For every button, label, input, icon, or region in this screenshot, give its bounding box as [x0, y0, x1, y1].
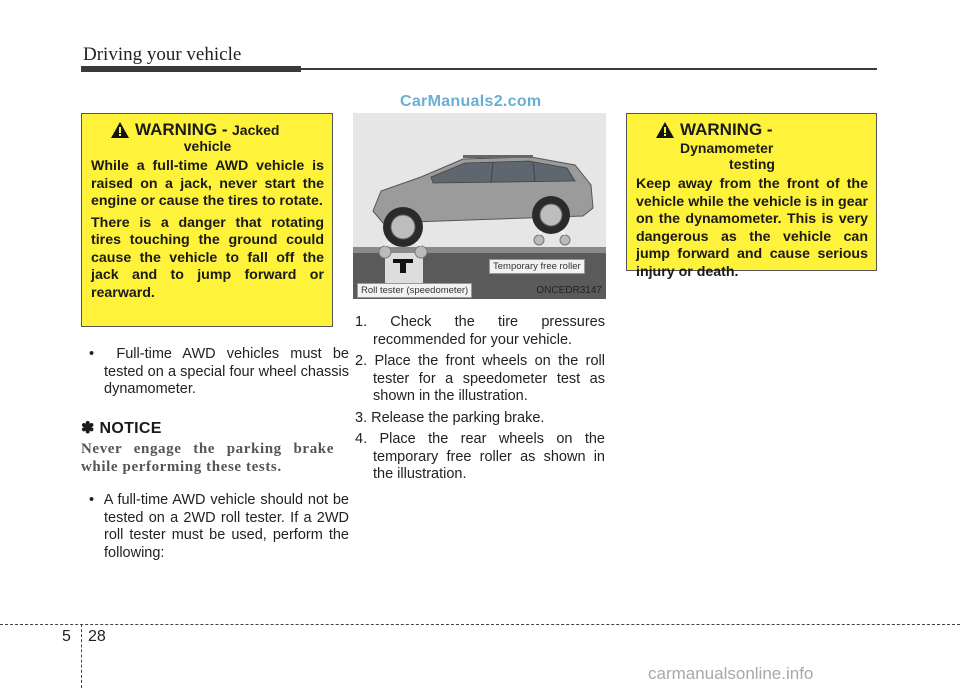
footer-divider: [81, 624, 82, 688]
warning-label: WARNING -: [135, 120, 228, 139]
warning-topic-line2-right: testing: [729, 156, 775, 172]
warning-title: [91, 120, 324, 140]
procedure-steps: [355, 314, 605, 488]
warning-topic-line1: Jacked: [232, 122, 280, 138]
warning-box-jacked-vehicle: [81, 113, 333, 327]
warning-paragraph-2: There is a danger that rotating tires touching the ground could cause the vehicle to fall off the jack and to jump forward or rearward.: [91, 214, 324, 301]
bullet-2wd-roll-tester: • A full-time AWD vehicle should not be tested on a 2WD roll tester. If a 2WD roll tester must be used, perform the following:: [89, 492, 349, 561]
warning-paragraph-1: While a full-time AWD vehicle is raised on a jack, never start the engine or cause the tires to rotate.: [91, 158, 324, 209]
step-2: 2. Place the front wheels on the roll tester for a speedometer test as shown in the illustration.: [355, 353, 605, 404]
warning-label-right: WARNING -: [680, 120, 773, 139]
warning-topic-line1-right: Dynamometer: [680, 140, 774, 156]
warning-triangle-icon: [111, 122, 129, 138]
warning-paragraph-right: Keep away from the front of the vehicle while the vehicle is in gear on the dynamometer. This is very dangerous as the vehicle can jump forward and cause serious injury or death.: [636, 176, 868, 280]
warning-triangle-icon: [656, 122, 674, 138]
dynamometer-illustration: [353, 113, 606, 299]
watermark-bottom: carmanualsonline.info: [648, 664, 814, 683]
label-roll-tester: Roll tester (speedometer): [357, 283, 472, 298]
figure-code: ONCEDR3147: [536, 285, 602, 296]
warning-title-right: [636, 120, 868, 158]
page-header-title: Driving your vehicle: [83, 44, 242, 65]
page-number: 28: [88, 628, 106, 645]
warning-topic-line2: vehicle: [183, 138, 232, 154]
notice-text: Never engage the parking brake while performing these tests.: [81, 441, 334, 475]
bullet-awd-dynamometer: • Full-time AWD vehicles must be tested on a special four wheel chassis dynamometer.: [89, 346, 349, 397]
step-3: 3. Release the parking brake.: [355, 409, 545, 426]
warning-box-dynamometer-testing: [626, 113, 877, 280]
notice-asterisk-icon: ✽: [81, 420, 95, 437]
step-1: 1. Check the tire pressures recommended for your vehicle.: [355, 314, 605, 348]
page-chapter: 5: [62, 628, 71, 645]
notice-heading: ✽ NOTICE: [81, 420, 162, 437]
step-4: 4. Place the rear wheels on the temporary free roller as shown in the illustration.: [355, 431, 605, 482]
watermark-top: CarManuals2.com: [400, 93, 542, 110]
header-rule-thick: [81, 66, 301, 72]
label-temporary-free-roller: Temporary free roller: [489, 259, 585, 274]
footer-rule: [0, 624, 960, 625]
header-rule-thin: [301, 68, 877, 70]
